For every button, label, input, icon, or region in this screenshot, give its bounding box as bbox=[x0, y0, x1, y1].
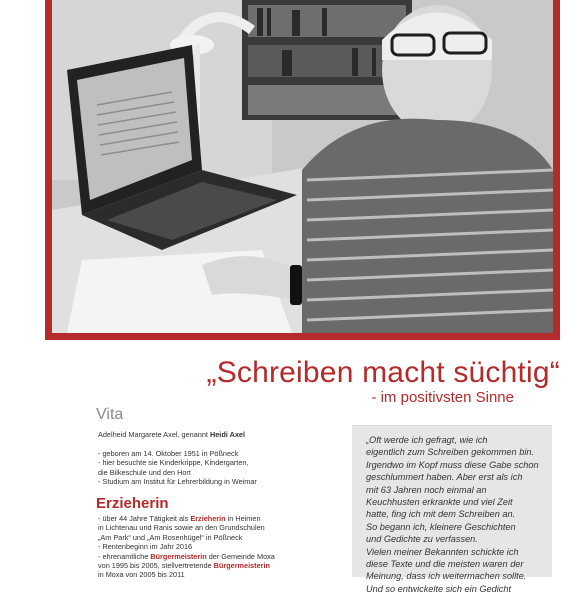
career-item: in Moxa von 2005 bis 2011 bbox=[98, 570, 185, 580]
quote-line: Und so entwickelte sich ein Gedicht bbox=[366, 583, 512, 594]
career-item: „Am Park“ und „Am Rosenhügel“ in Pößneck bbox=[98, 532, 243, 542]
vita-item: die Bilkeschule und den Hort bbox=[98, 467, 191, 477]
career-item bbox=[98, 514, 338, 523]
vita-heading: Vita bbox=[96, 406, 124, 423]
quote-line: „Oft werde ich gefragt, wie ich bbox=[366, 435, 488, 445]
quote-line: Keuchhusten erkrankte und viel Zeit bbox=[366, 497, 513, 508]
text: der Gemeinde Moxa bbox=[206, 551, 275, 561]
article-subheadline: - im positivsten Sinne bbox=[371, 389, 514, 406]
quote-line: hatte, fing ich mit dem Schreiben an. bbox=[366, 509, 516, 520]
quote-line: geschlummert haben. Aber erst als ich bbox=[366, 472, 523, 483]
career-item bbox=[98, 552, 338, 561]
quote-line: eigentlich zum Schreiben gekommen bin. bbox=[366, 447, 535, 458]
text: von 1995 bis 2005, stellvertretende bbox=[98, 561, 214, 571]
text: in Heimen bbox=[225, 514, 261, 523]
highlight: Bürgermeisterin bbox=[150, 551, 207, 561]
quote-line: mit 63 Jahren noch einmal an bbox=[366, 484, 487, 495]
photo-frame bbox=[45, 0, 560, 340]
vita-list bbox=[98, 449, 338, 487]
quote-text bbox=[366, 434, 552, 595]
quote-line: Meinung, dass ich weitermachen sollte. bbox=[366, 571, 527, 582]
text: - über 44 Jahre Tätigkeit als bbox=[98, 514, 191, 523]
article-headline: „Schreiben macht süchtig“ bbox=[206, 356, 560, 389]
full-name-line bbox=[98, 430, 245, 440]
career-item: - Rentenbeginn im Jahr 2016 bbox=[98, 542, 193, 552]
erzieherin-heading: Erzieherin bbox=[96, 495, 169, 512]
quote-line: Irgendwo im Kopf muss diese Gabe schon bbox=[366, 459, 539, 470]
career-item bbox=[98, 561, 338, 570]
portrait-photo bbox=[52, 0, 553, 333]
quote-line: So begann ich, kleinere Geschichten bbox=[366, 521, 516, 532]
name-prefix: Adelheid Margarete Axel, genannt bbox=[98, 430, 210, 439]
photo-illustration bbox=[52, 0, 553, 333]
quote-box bbox=[352, 425, 552, 594]
quote-line: Vielen meiner Bekannten schickte ich bbox=[366, 546, 519, 557]
nickname: Heidi Axel bbox=[209, 430, 245, 439]
quote-line: und Gedichte zu verfassen. bbox=[366, 534, 478, 545]
text: - ehrenamtliche bbox=[98, 551, 151, 561]
vita-item: - geboren am 14. Oktober 1951 in Pößneck bbox=[98, 449, 239, 458]
highlight: Bürgermeisterin bbox=[213, 561, 270, 571]
career-item: in Lichtenau und Ranis sowie an den Grundschulen bbox=[98, 523, 265, 533]
highlight: Erzieherin bbox=[190, 514, 226, 523]
quote-line: diese Texte und die meisten waren der bbox=[366, 559, 524, 570]
erzieherin-list bbox=[98, 514, 338, 580]
vita-item: - Studium am Institut für Lehrerbildung in Weimar bbox=[98, 477, 257, 487]
vita-item: - hier besuchte sie Kinderkrippe, Kindergarten, bbox=[98, 458, 249, 468]
